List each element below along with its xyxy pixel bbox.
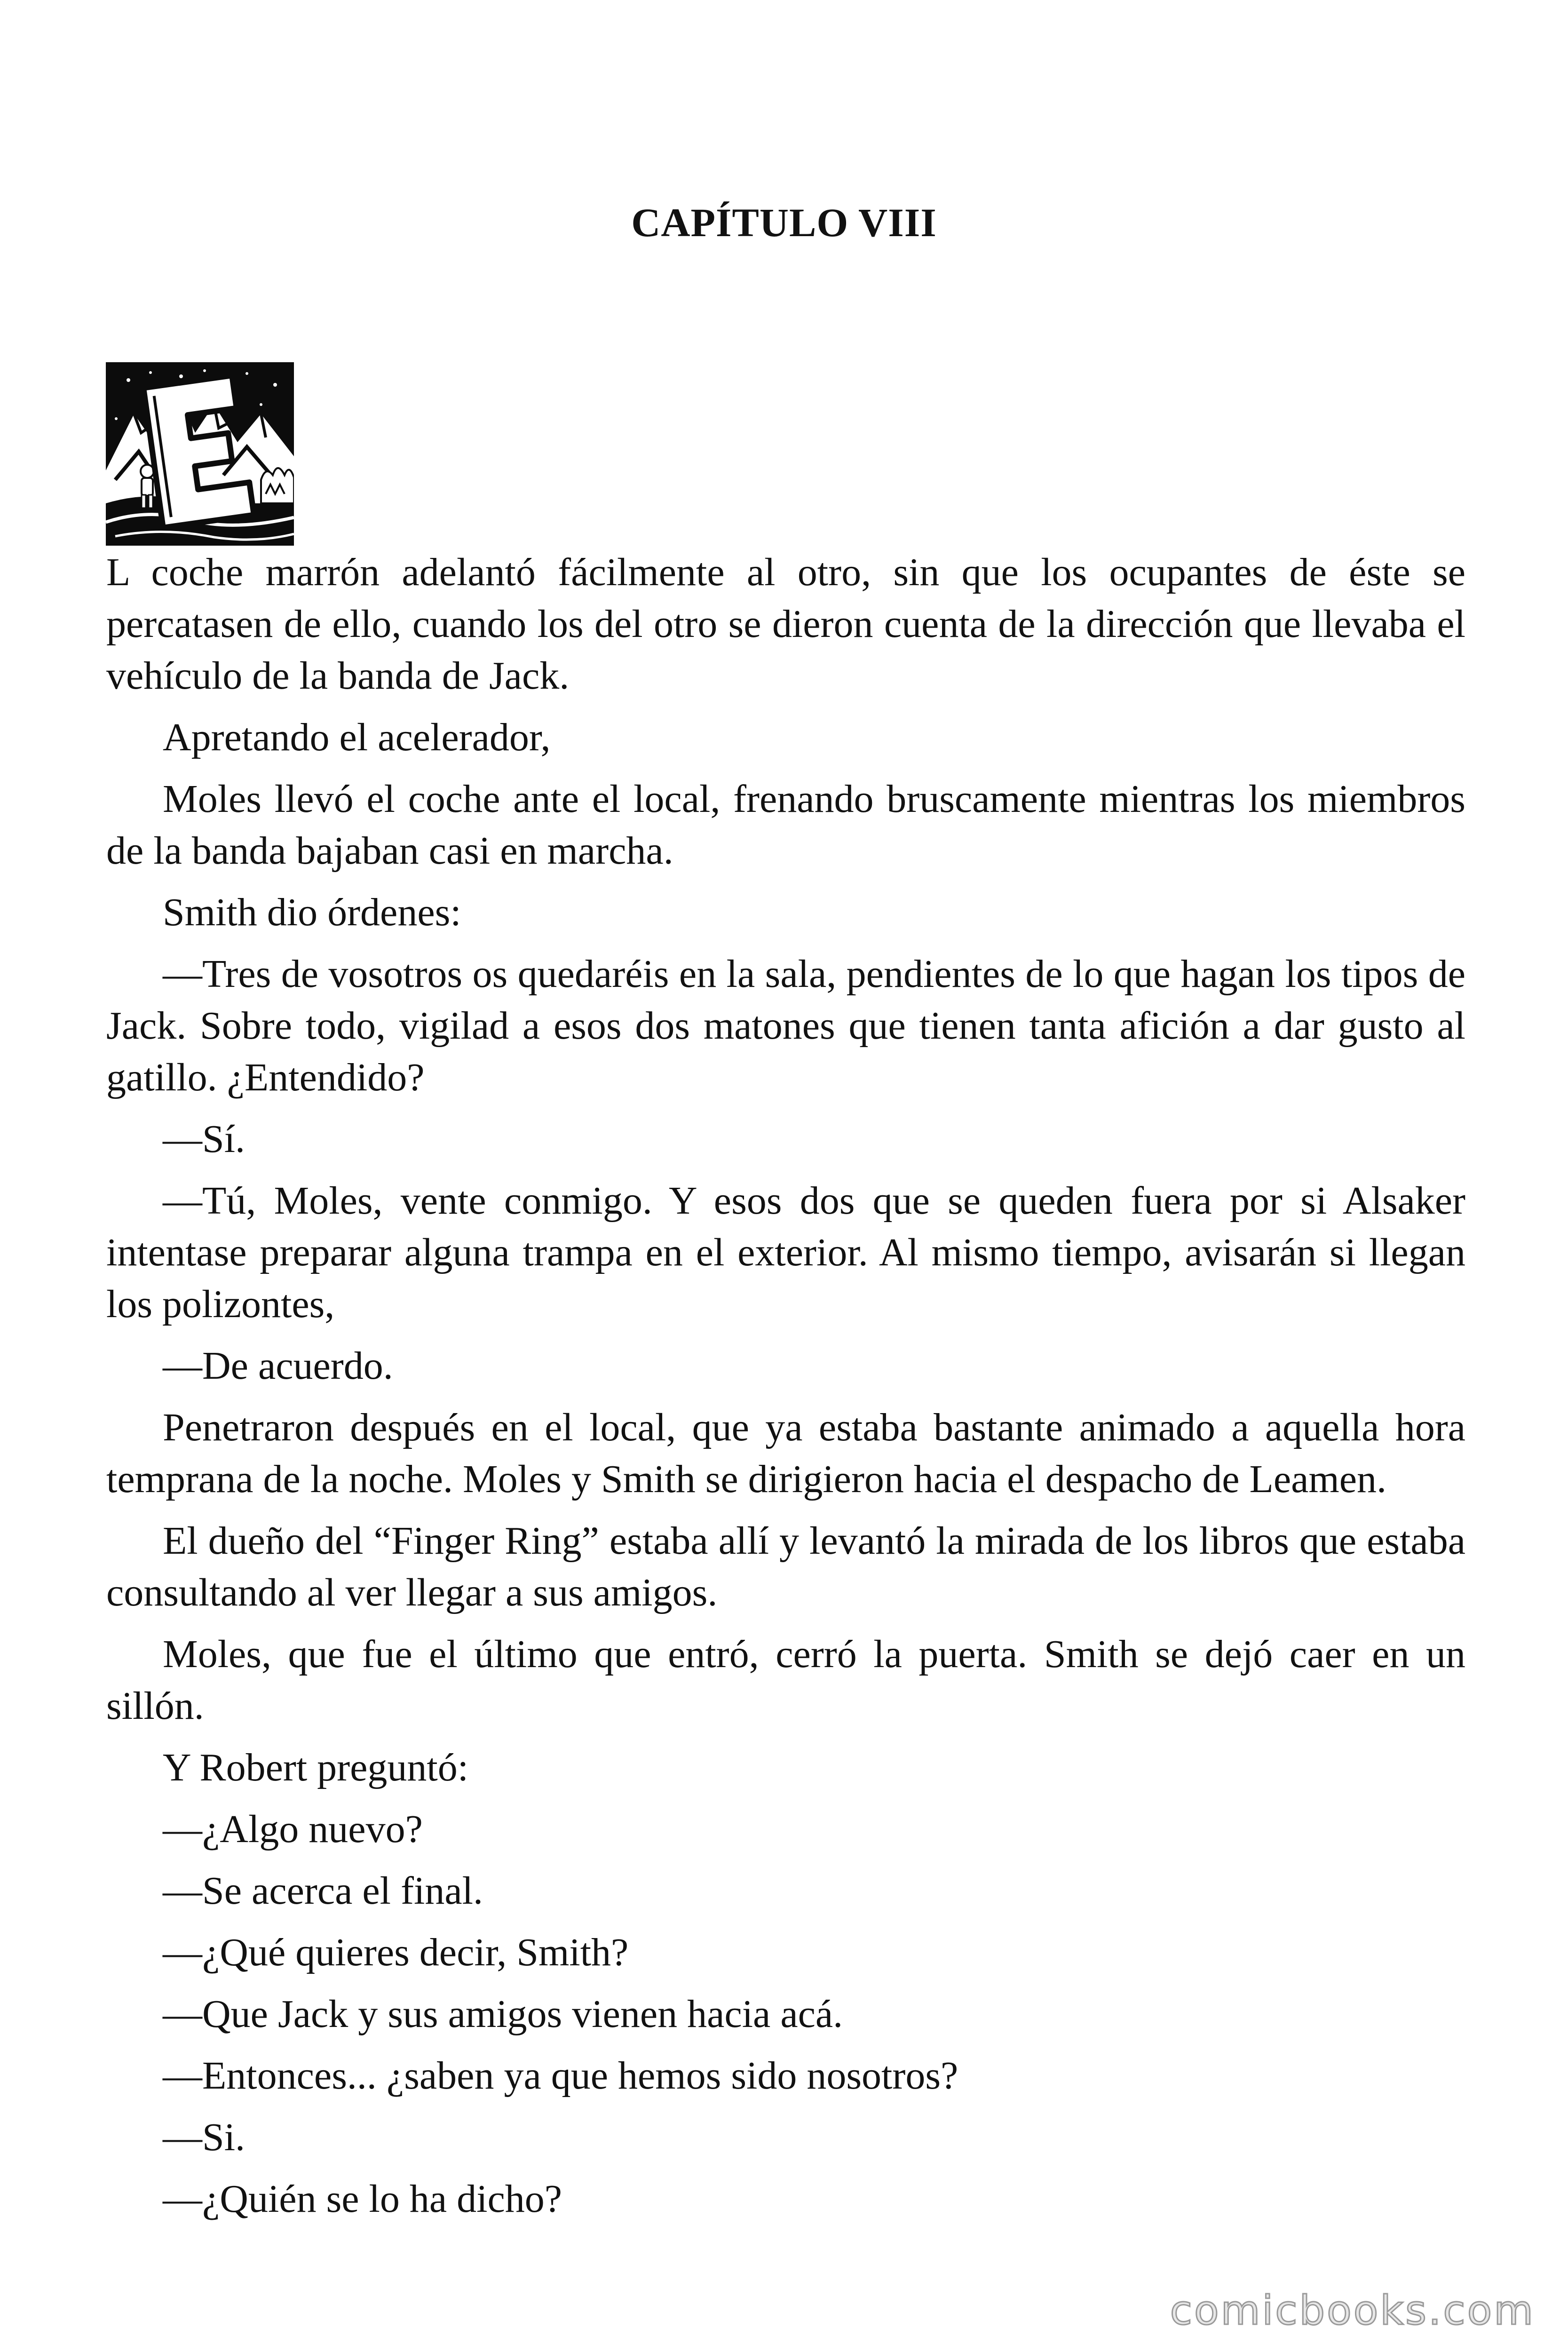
paragraph: —Se acerca el final. — [163, 1869, 483, 1913]
paragraph: Y Robert preguntó: — [163, 1746, 469, 1789]
paragraph: Apretando el acelerador, — [163, 715, 551, 759]
paragraph: —¿Quién se lo ha dicho? — [163, 2177, 562, 2221]
paragraph: Moles llevó el coche ante el local, frenando bruscamente mientras los miembros de la banda bajaban casi en marcha. — [106, 777, 1465, 873]
paragraph: Moles, que fue el último que entró, cerró la puerta. Smith se dejó caer en un sillón. — [106, 1632, 1465, 1728]
paragraph: —Si. — [163, 2115, 245, 2159]
paragraph: El dueño del “Finger Ring” estaba allí y levantó la mirada de los libros que estaba consultando al ver llegar a sus amigos. — [106, 1519, 1465, 1614]
watermark: comicbooks.com — [1170, 2287, 1535, 2334]
paragraph: —De acuerdo. — [163, 1344, 393, 1388]
paragraph: —¿Algo nuevo? — [163, 1807, 423, 1851]
paragraph: —Tú, Moles, vente conmigo. Y esos dos que se queden fuera por si Alsaker intentase preparar alguna trampa en el exterior. Al mismo tiempo, avisarán si llegan los polizontes, — [106, 1179, 1465, 1326]
drop-cap-e-icon — [106, 362, 294, 546]
chapter-body — [106, 547, 1465, 2235]
paragraph: —¿Qué quieres decir, Smith? — [163, 1931, 629, 1974]
chapter-title: CAPÍTULO VIII — [631, 200, 937, 245]
paragraph: —Tres de vosotros os quedaréis en la sala, pendientes de lo que hagan los tipos de Jack. Sobre todo, vigilad a esos dos matones que tienen tanta afición a dar gusto al gatillo. ¿Entendido? — [106, 952, 1465, 1099]
paragraph: —Entonces... ¿saben ya que hemos sido nosotros? — [163, 2054, 958, 2098]
paragraph: Penetraron después en el local, que ya estaba bastante animado a aquella hora temprana de la noche. Moles y Smith se dirigieron hacia el despacho de Leamen. — [106, 1406, 1465, 1501]
paragraph: Smith dio órdenes: — [163, 890, 461, 934]
drop-cap-illustration — [106, 362, 294, 546]
paragraph: —Sí. — [163, 1117, 245, 1161]
paragraph: L coche marrón adelantó fácilmente al otro, sin que los ocupantes de éste se percatasen de ello, cuando los del otro se dieron cuenta de la dirección que llevaba el vehículo de la banda de Jack. — [106, 550, 1465, 698]
paragraph: —Que Jack y sus amigos vienen hacia acá. — [163, 1992, 843, 2036]
